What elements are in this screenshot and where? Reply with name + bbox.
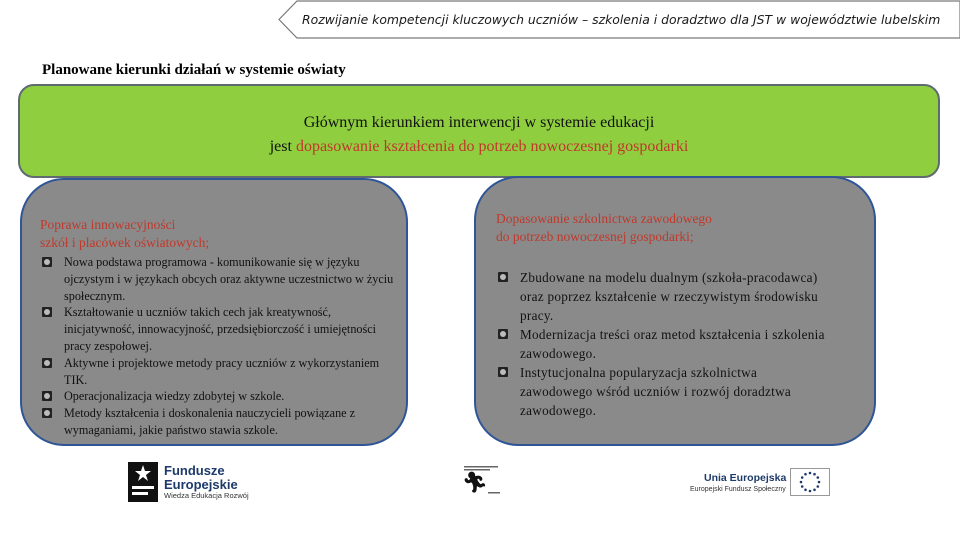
fundusze-europejskie-logo <box>128 462 268 504</box>
fe-program: Wiedza Edukacja Rozwój <box>164 491 249 500</box>
checkbox-bullet-icon <box>498 329 508 339</box>
header-title: Rozwijanie kompetencji kluczowych uczniów – szkolenia i doradztwo dla JST w województwie lubelskim <box>302 12 941 27</box>
poland-logo-dot-lines <box>488 492 500 494</box>
vocational-heading-line-1: Dopasowanie szkolnictwa zawodowego <box>496 211 712 226</box>
vocational-box <box>474 176 876 446</box>
section-title: Planowane kierunki działań w systemie oświaty <box>42 62 346 78</box>
list-item <box>42 304 394 354</box>
list-item-text: Instytucjonalna popularyzacja szkolnictwa zawodowego wśród uczniów i rozwój doradztwa zawodowego. <box>520 365 792 418</box>
list-item <box>498 325 828 363</box>
banner-line-1: Głównym kierunkiem interwencji w systemie edukacji <box>303 114 655 131</box>
running-figure-icon: 🏃︎ <box>462 470 488 494</box>
banner-line-2-prefix: jest <box>269 138 296 155</box>
innovation-heading-line-1: Poprawa innowacyjności <box>40 217 176 232</box>
eu-flag-icon <box>790 468 830 496</box>
checkbox-bullet-icon <box>42 358 52 368</box>
banner-line-2 <box>20 138 938 156</box>
fe-emblem-icon <box>128 462 158 502</box>
list-item-text: Metody kształcenia i doskonalenia nauczycieli powiązane z wymaganiami, jakie państwo stawia szkole. <box>64 406 356 437</box>
ue-name: Unia Europejska <box>704 472 787 484</box>
list-item <box>498 268 828 325</box>
checkbox-bullet-icon <box>498 367 508 377</box>
fe-name <box>164 464 238 492</box>
list-item <box>498 363 828 420</box>
list-item-text: Zbudowane na modelu dualnym (szkoła-pracodawca) oraz poprzez kształcenie w rzeczywistym środowisku pracy. <box>520 270 819 323</box>
unia-europejska-logo <box>688 468 834 500</box>
poland-logo <box>462 466 506 496</box>
fe-name-line-2: Europejskie <box>164 477 238 492</box>
checkbox-bullet-icon <box>42 391 52 401</box>
list-item <box>42 388 394 405</box>
list-item-text: Modernizacja treści oraz metod kształcenia i szkolenia zawodowego. <box>520 327 825 361</box>
innovation-list <box>42 254 394 439</box>
main-direction-banner <box>18 84 940 178</box>
vocational-heading <box>496 210 712 246</box>
checkbox-bullet-icon <box>42 307 52 317</box>
innovation-heading <box>40 216 209 252</box>
list-item <box>42 254 394 304</box>
list-item-text: Kształtowanie u uczniów takich cech jak kreatywność, inicjatywność, innowacyjność, przedsiębiorczość i umiejętności pracy zespołowej. <box>64 305 377 353</box>
fe-name-line-1: Fundusze <box>164 463 225 478</box>
list-item <box>42 355 394 389</box>
list-item <box>42 405 394 439</box>
innovation-box <box>20 178 408 446</box>
list-item-text: Operacjonalizacja wiedzy zdobytej w szkole. <box>64 389 285 404</box>
banner-line-2-accent: dopasowanie kształcenia do potrzeb nowoczesnej gospodarki <box>295 138 689 155</box>
ue-fund: Europejski Fundusz Społeczny <box>690 486 786 493</box>
eu-stars-icon <box>791 469 829 495</box>
checkbox-bullet-icon <box>498 272 508 282</box>
innovation-heading-line-2: szkół i placówek oświatowych; <box>40 235 210 250</box>
list-item-text: Aktywne i projektowe metody pracy uczniów z wykorzystaniem TIK. <box>64 355 380 387</box>
vocational-list <box>498 268 828 420</box>
checkbox-bullet-icon <box>42 408 52 418</box>
vocational-heading-line-2: do potrzeb nowoczesnej gospodarki; <box>496 229 694 244</box>
checkbox-bullet-icon <box>42 257 52 267</box>
list-item-text: Nowa podstawa programowa - komunikowanie się w języku ojczystym i w językach obcych oraz aktywne uczestnictwo w życiu społecznym. <box>64 255 394 303</box>
